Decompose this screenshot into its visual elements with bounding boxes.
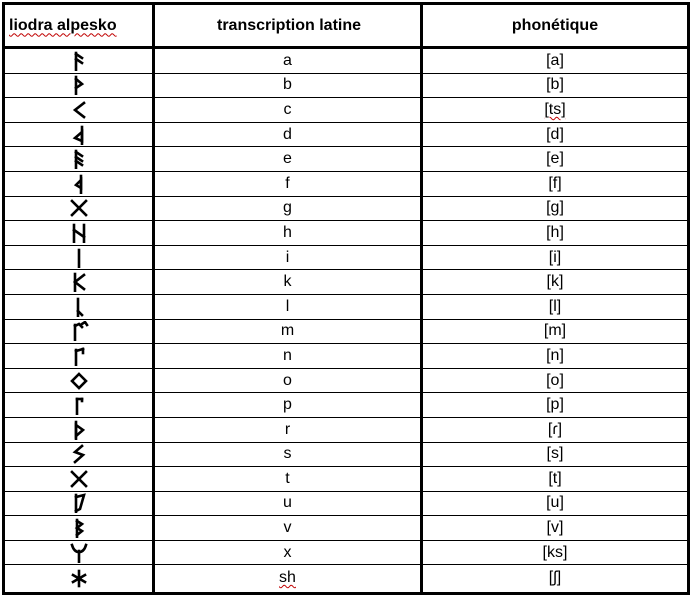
rune-cell <box>5 246 152 270</box>
table-row <box>5 246 687 271</box>
rune-r-icon <box>69 420 89 440</box>
rune-cell <box>5 295 152 319</box>
latin-cell: u <box>283 494 292 512</box>
rune-p-icon <box>69 395 89 415</box>
phonetic-cell: [a] <box>546 51 564 69</box>
phonetic-cell: [g] <box>546 199 564 217</box>
rune-cell <box>5 320 152 344</box>
rune-cell <box>5 467 152 491</box>
rune-f-icon <box>69 174 89 194</box>
header-liodra-alpesko: liodra alpesko <box>9 16 117 34</box>
phonetic-cell: [i] <box>548 248 562 266</box>
latin-cell: g <box>283 199 292 217</box>
table-row <box>5 418 687 443</box>
latin-cell: s <box>283 445 292 463</box>
rune-cell <box>5 197 152 221</box>
rune-d-icon <box>69 125 89 145</box>
rune-i-icon <box>69 248 89 268</box>
rune-o-icon <box>69 371 89 391</box>
rune-cell <box>5 443 152 467</box>
table-row <box>5 443 687 468</box>
latin-cell: b <box>283 76 292 94</box>
latin-cell: n <box>283 346 292 364</box>
table-row <box>5 172 687 197</box>
table-row <box>5 197 687 222</box>
phonetic-cell: [d] <box>546 125 564 143</box>
table-row <box>5 147 687 172</box>
rune-m-icon <box>69 321 89 341</box>
latin-cell: r <box>284 420 291 438</box>
rune-cell <box>5 565 152 590</box>
rune-l-icon <box>69 297 89 317</box>
table-body <box>5 49 687 590</box>
rune-cell <box>5 172 152 196</box>
rune-cell <box>5 147 152 171</box>
rune-cell <box>5 221 152 245</box>
rune-h-icon <box>69 223 89 243</box>
rune-cell <box>5 418 152 442</box>
table-row <box>5 270 687 295</box>
latin-cell: i <box>285 248 290 266</box>
rune-cell <box>5 369 152 393</box>
phonetic-cell: [ks] <box>542 543 568 561</box>
alphabet-table <box>2 2 690 595</box>
latin-cell: h <box>283 223 292 241</box>
phonetic-cell: [u] <box>546 494 564 512</box>
table-row <box>5 565 687 590</box>
table-row <box>5 393 687 418</box>
phonetic-cell: [s] <box>546 445 564 463</box>
latin-cell: d <box>283 125 292 143</box>
latin-cell: o <box>283 371 292 389</box>
table-header <box>5 5 687 49</box>
latin-cell: k <box>283 273 292 291</box>
latin-cell: sh <box>279 568 296 586</box>
rune-cell <box>5 270 152 294</box>
latin-cell: v <box>283 519 292 537</box>
rune-s-icon <box>69 444 89 464</box>
phonetic-cell: [b] <box>546 76 564 94</box>
phonetic-cell: [ts] <box>544 100 566 118</box>
phonetic-cell: [o] <box>546 371 564 389</box>
phonetic-cell: [f] <box>548 174 562 192</box>
rune-cell <box>5 98 152 122</box>
latin-cell: x <box>283 543 292 561</box>
rune-cell <box>5 516 152 540</box>
rune-v-icon <box>69 518 89 538</box>
table-row <box>5 221 687 246</box>
table-row <box>5 320 687 345</box>
latin-cell: m <box>280 322 295 340</box>
phonetic-cell: [ʃ] <box>548 568 562 586</box>
table-row <box>5 516 687 541</box>
rune-cell <box>5 74 152 98</box>
table-row <box>5 541 687 566</box>
table-row <box>5 492 687 517</box>
rune-u-icon <box>69 493 89 513</box>
latin-cell: f <box>285 174 290 192</box>
rune-c-icon <box>69 100 89 120</box>
phonetic-cell: [e] <box>546 150 564 168</box>
phonetic-cell: [l] <box>548 297 562 315</box>
rune-cell <box>5 393 152 417</box>
phonetic-cell: [k] <box>546 273 564 291</box>
rune-t-icon <box>69 469 89 489</box>
latin-cell: a <box>283 51 292 69</box>
rune-g-icon <box>69 198 89 218</box>
phonetic-cell: [n] <box>546 346 564 364</box>
rune-cell <box>5 344 152 368</box>
latin-cell: p <box>283 396 292 414</box>
table-row <box>5 98 687 123</box>
rune-cell <box>5 492 152 516</box>
rune-x-icon <box>69 543 89 563</box>
latin-cell: e <box>283 150 292 168</box>
phonetic-cell: [ɾ] <box>547 420 563 438</box>
table-row <box>5 344 687 369</box>
table-row <box>5 74 687 99</box>
phonetic-cell: [v] <box>546 519 564 537</box>
table-row <box>5 369 687 394</box>
phonetic-cell: [h] <box>546 223 564 241</box>
header-phonetique: phonétique <box>511 16 599 34</box>
rune-b-icon <box>69 75 89 95</box>
rune-cell <box>5 49 152 73</box>
table-row <box>5 123 687 148</box>
rune-a-icon <box>69 51 89 71</box>
rune-n-icon <box>69 346 89 366</box>
phonetic-cell: [t] <box>548 469 562 487</box>
rune-e-icon <box>69 149 89 169</box>
table-row <box>5 295 687 320</box>
rune-cell <box>5 541 152 565</box>
table-row <box>5 467 687 492</box>
latin-cell: l <box>285 297 290 315</box>
rune-sh-icon <box>69 568 89 588</box>
phonetic-cell: [p] <box>546 396 564 414</box>
header-transcription-latine: transcription latine <box>216 16 362 34</box>
latin-cell: t <box>285 469 290 487</box>
rune-cell <box>5 123 152 147</box>
phonetic-cell: [m] <box>543 322 567 340</box>
table-row <box>5 49 687 74</box>
rune-k-icon <box>69 272 89 292</box>
latin-cell: c <box>283 100 292 118</box>
